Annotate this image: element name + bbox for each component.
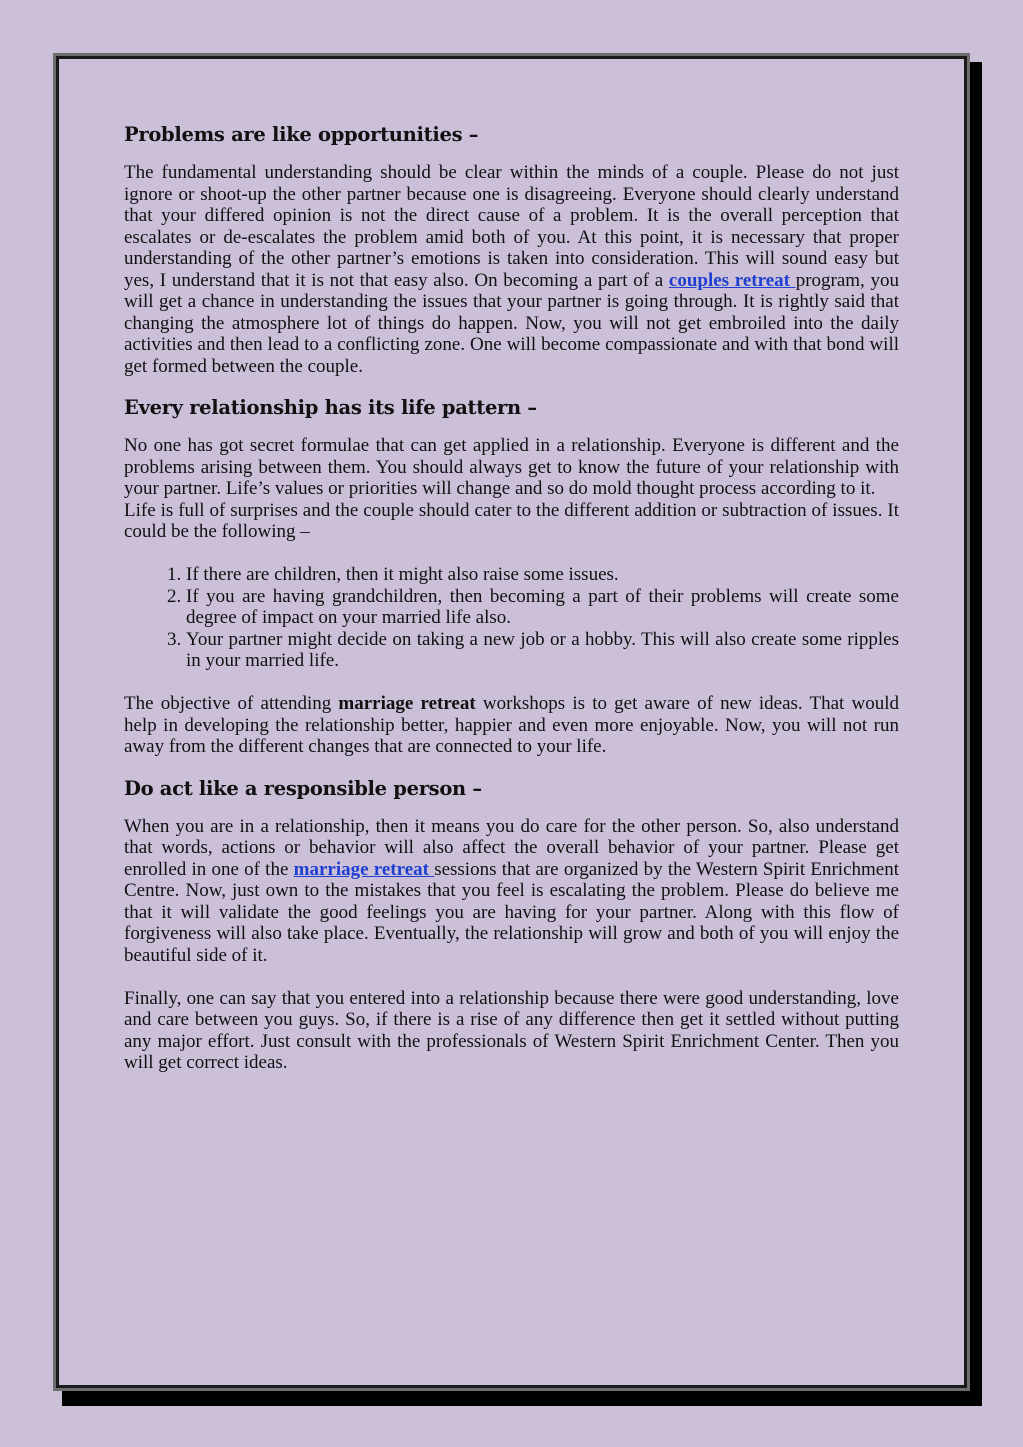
issues-list <box>124 564 899 672</box>
section-heading-problems: Problems are like opportunities – <box>124 123 479 146</box>
couples-retreat-link[interactable]: couples retreat <box>668 269 796 291</box>
section-paragraph-life-pattern: No one has got secret formulae that can get applied in a relationship. Everyone is different and the problems arising between them. You should always get to know the future of your relationship with your partner. Life’s values or priorities will change and so do mold thought process according to it. <box>124 435 899 499</box>
list-item: 2. If you are having grandchildren, then becoming a part of their problems will create some degree of impact on your married life also. <box>186 586 899 629</box>
section-paragraph-surprises: Life is full of surprises and the couple should cater to the different addition or subtraction of issues. It could be the following – <box>124 499 899 542</box>
list-item: 1. If there are children, then it might also raise some issues. <box>186 564 899 586</box>
section-paragraph-objective <box>124 693 899 758</box>
paragraph-text: sessions that are organized by the Western Spirit Enrichment Centre. Now, just own to the mistakes that you feel is escalating the problem. Please do believe me that it will validate the good feelings you are having for your partner. Along with this flow of forgiveness will also take place. Eventually, the relationship will grow and both of you will enjoy the beautiful side of it. <box>124 858 900 966</box>
section-heading-life-pattern: Every relationship has its life pattern – <box>124 396 537 419</box>
marriage-retreat-link[interactable]: marriage retreat <box>293 858 435 880</box>
document-body <box>124 118 899 1074</box>
paragraph-text: The fundamental understanding should be clear within the minds of a couple. Please do not just ignore or shoot-up the other partner because one is disagreeing. Everyone should clearly understand that your differed opinion is not the direct cause of a problem. It is the overall perception that escalates or de-escalates the problem amid both of you. At this point, it is necessary that proper understanding of the other partner’s emotions is taken into consideration. This will sound easy but yes, I understand that it is not that easy also. On becoming a part of a <box>124 162 899 291</box>
section-paragraph-responsible <box>124 816 899 967</box>
section-heading-responsible: Do act like a responsible person – <box>124 776 482 800</box>
section-paragraph-problems <box>124 162 899 377</box>
paragraph-text: program, you will get a chance in understanding the issues that your partner is going through. It is rightly said that changing the atmosphere lot of things do happen. Now, you will not get embroiled into the daily activities and then lead to a conflicting zone. One will become compassionate and with that bond will get formed between the couple. <box>124 269 900 377</box>
paragraph-text: The objective of attending <box>124 693 339 714</box>
paragraph-text: workshops is to get aware of new ideas. That would help in developing the relationship better, happier and even more enjoyable. Now, you will not run away from the different changes that are connected to your life. <box>124 693 899 757</box>
list-item: 3. Your partner might decide on taking a new job or a hobby. This will also create some ripples in your married life. <box>186 629 899 672</box>
section-paragraph-final: Finally, one can say that you entered into a relationship because there were good understanding, love and care between you guys. So, if there is a rise of any difference then get it settled without putting any major effort. Just consult with the professionals of Western Spirit Enrichment Center. Then you will get correct ideas. <box>124 987 899 1073</box>
marriage-retreat-bold: marriage retreat <box>338 693 476 714</box>
paragraph-text: When you are in a relationship, then it means you do care for the other person. So, also understand that words, actions or behavior will also affect the overall behavior of your partner. Please get enrolled in one of the <box>124 815 899 880</box>
